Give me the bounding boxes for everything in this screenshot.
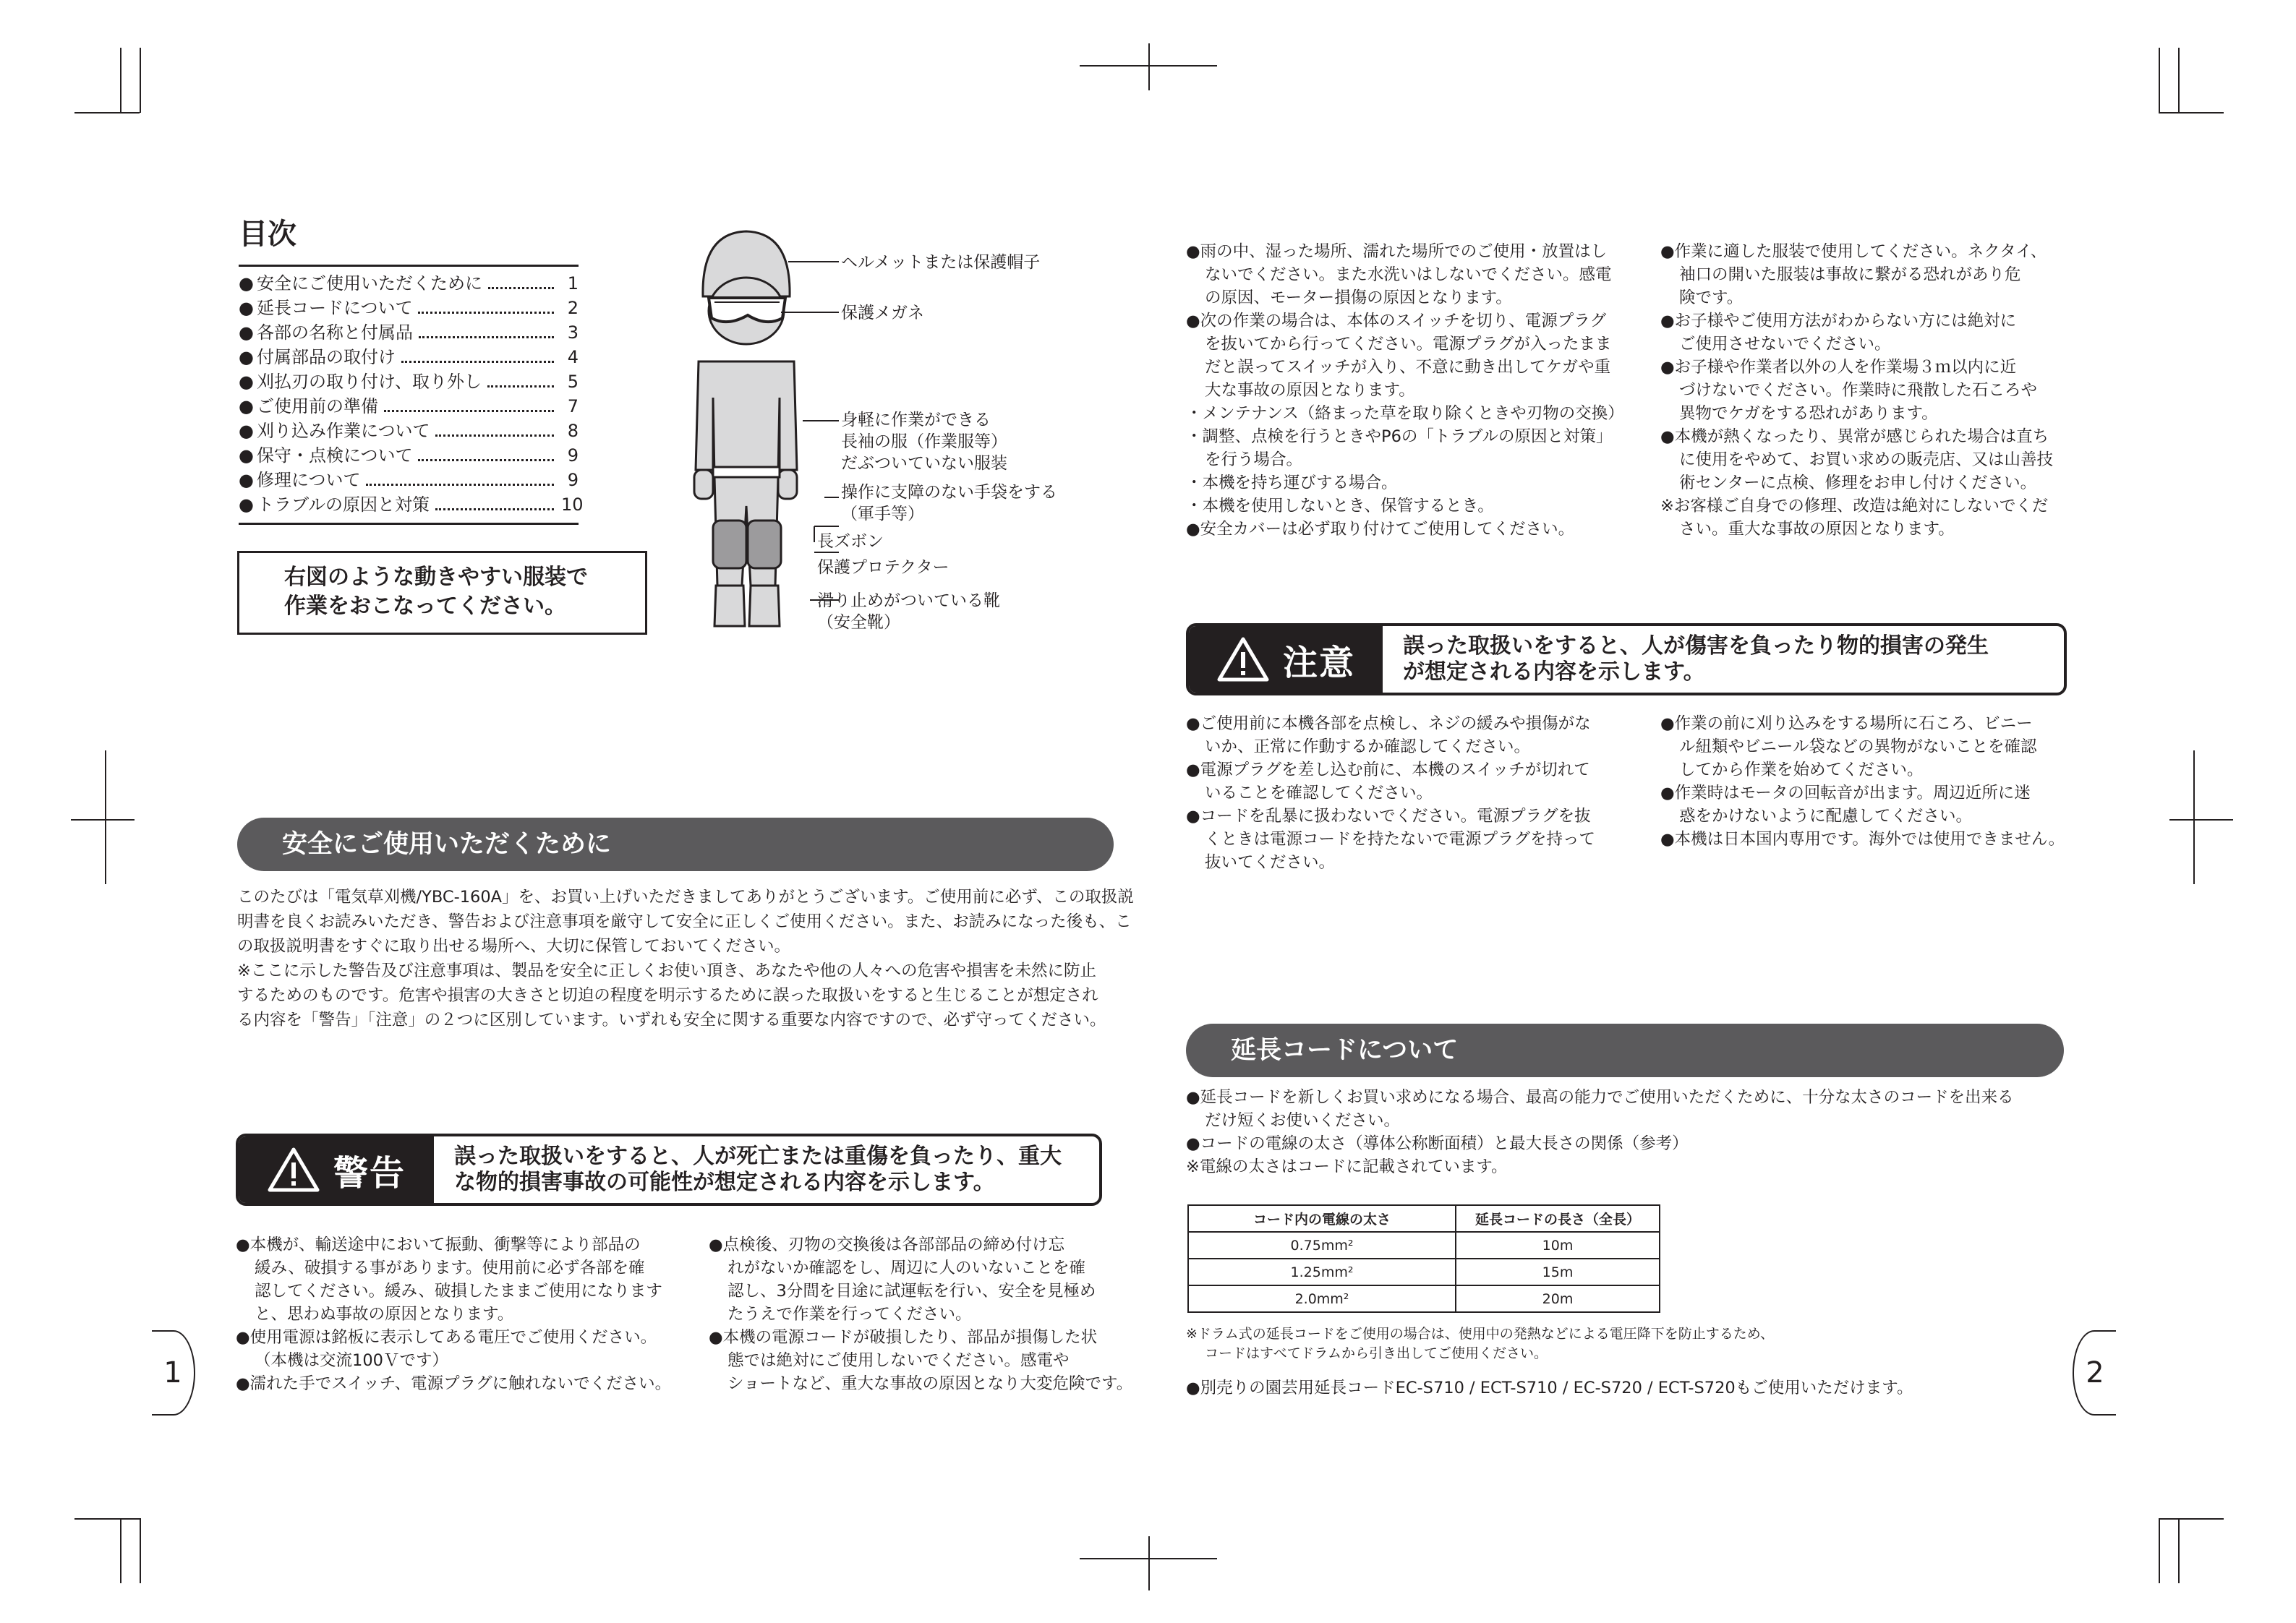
toc-leader — [384, 410, 554, 412]
caution-desc-2: が想定される内容を示します。 — [1403, 659, 1705, 685]
bullet-icon: ● — [239, 273, 254, 294]
toc-item — [239, 443, 579, 468]
toc-item — [239, 419, 579, 443]
text-line: づけないでください。作業時に飛散した石ころや — [1679, 381, 2038, 400]
notice-line-2: 作業をおこなってください。 — [284, 594, 566, 619]
text-line: ※お客様ご自身での修理、改造は絶対にしないでくだ — [1660, 497, 2049, 515]
toc-item — [239, 296, 579, 320]
right-list-col2 — [1660, 240, 2053, 541]
table-header: コード内の電線の太さ — [1188, 1205, 1456, 1232]
table-cell: 1.25mm² — [1188, 1259, 1456, 1285]
toc-item — [239, 345, 579, 369]
label-helmet: ヘルメットまたは保護帽子 — [841, 253, 1041, 272]
text-line: ※電線の太さはコードに記載されています。 — [1186, 1157, 1508, 1176]
text-line: ・本機を使用しないとき、保管するとき。 — [1186, 497, 1494, 515]
bullet-icon: ● — [239, 322, 254, 343]
table-cell: 0.75mm² — [1188, 1232, 1456, 1259]
text-line: 緩み、破損する事があります。使用前に必ず各部を確 — [255, 1259, 645, 1277]
text-line: ・調整、点検を行うときやP6の「トラブルの原因と対策」 — [1186, 427, 1613, 446]
right-list-col1 — [1186, 240, 1624, 541]
warning-list-left — [236, 1233, 671, 1395]
toc-item-label: 延長コードについて — [256, 298, 413, 318]
toc-item-label: 付属部品の取付け — [256, 347, 396, 367]
optional-cord-note: ●別売りの園芸用延長コードEC-S710 / ECT-S710 / EC-S720 / ECT-S720もご使用いただけます。 — [1186, 1379, 1913, 1397]
warning-desc-2: な物的損害事故の可能性が想定される内容を示します。 — [454, 1170, 995, 1195]
text-line: ●コードの電線の太さ（導体公称断面積）と最大長さの関係（参考） — [1186, 1134, 1689, 1153]
text-line: 袖口の開いた服装は事故に繋がる恐れがあり危 — [1679, 265, 2021, 284]
text-line: くときは電源コードを持たないで電源プラグを持って — [1205, 830, 1596, 849]
toc-leader — [435, 434, 554, 437]
text-line: ●コードを乱暴に扱わないでください。電源プラグを抜 — [1186, 807, 1591, 826]
text-line: （本機は交流100Ｖです） — [255, 1351, 448, 1370]
drum-note-2: コードはすべてドラムから引き出してご使用ください。 — [1205, 1345, 1548, 1361]
text-line: ●雨の中、湿った場所、濡れた場所でのご使用・放置はし — [1186, 242, 1608, 261]
toc-item — [239, 468, 579, 492]
drum-note-1: ※ドラム式の延長コードをご使用の場合は、使用中の発熱などによる電圧降下を防止するため、 — [1186, 1326, 1774, 1342]
label-protector: 保護プロテクター — [817, 558, 949, 577]
text-line: ●本機が、輸送途中において振動、衝撃等により部品の — [236, 1236, 641, 1254]
clothing-notice-box — [237, 551, 647, 635]
bullet-icon: ● — [239, 347, 254, 367]
text-line: たうえで作業を行ってください。 — [727, 1305, 972, 1324]
label-shoes-2: （安全靴） — [817, 613, 900, 632]
text-line: ●濡れた手でスイッチ、電源プラグに触れないでください。 — [236, 1374, 672, 1393]
toc-item-page: 7 — [567, 396, 579, 416]
toc-item-label: 保守・点検について — [256, 445, 413, 466]
toc-item-label: 安全にご使用いただくために — [256, 273, 482, 294]
toc-leader — [488, 287, 554, 289]
cord-size-table — [1187, 1204, 1660, 1313]
label-pants: 長ズボン — [817, 532, 884, 551]
bullet-icon: ● — [239, 298, 254, 318]
text-line: ●お子様や作業者以外の人を作業場３ｍ以内に近 — [1660, 358, 2017, 377]
toc-item-label: 修理について — [256, 470, 361, 490]
text-line: ●お子様やご使用方法がわからない方には絶対に — [1660, 312, 2017, 330]
text-line: するためのものです。危害や損害の大きさと切迫の程度を明示するために誤った取扱いをすると生じることが想定され — [237, 986, 1098, 1005]
text-line: ショートなど、重大な事故の原因となり大変危険です。 — [727, 1374, 1133, 1393]
text-line: ないでください。また水洗いはしないでください。感電 — [1205, 265, 1612, 284]
caution-description — [1383, 626, 1989, 693]
caution-label: 注意 — [1282, 642, 1355, 683]
bullet-icon: ● — [239, 494, 254, 515]
table-row — [1188, 1259, 1660, 1285]
warning-label-box — [239, 1136, 434, 1203]
caution-banner — [1186, 623, 2067, 695]
text-line: に使用をやめて、お買い求めの販売店、又は山善技 — [1679, 450, 2054, 469]
toc-leader — [435, 508, 554, 510]
text-line: を行う場合。 — [1205, 450, 1303, 469]
caution-triangle-icon — [1216, 636, 1270, 682]
label-gloves-2: （軍手等） — [841, 505, 924, 523]
text-line: 認してください。緩み、破損したままご使用になります — [255, 1282, 662, 1301]
text-line: ●点検後、刃物の交換後は各部部品の締め付け忘 — [709, 1236, 1065, 1254]
label-gloves-1: 操作に支障のない手袋をする — [841, 483, 1057, 502]
bullet-icon: ● — [239, 372, 254, 392]
text-line: 異物でケガをする恐れがあります。 — [1679, 404, 1938, 423]
toc-item-page: 9 — [567, 445, 579, 466]
text-line: 険です。 — [1679, 288, 1744, 307]
extension-text — [1186, 1086, 2014, 1178]
text-line: ●安全カバーは必ず取り付けてご使用してください。 — [1186, 520, 1575, 539]
toc-item — [239, 492, 584, 517]
text-line: ・本機を持ち運びする場合。 — [1186, 474, 1398, 492]
text-line: ●本機の電源コードが破損したり、部品が損傷した状 — [709, 1328, 1098, 1347]
text-line: いることを確認してください。 — [1205, 784, 1433, 802]
text-line: ル紐類やビニール袋などの異物がないことを確認 — [1679, 737, 2037, 756]
toc-item-label: 刈払刃の取り付け、取り外し — [256, 372, 482, 392]
toc-leader — [419, 336, 554, 338]
bullet-icon: ● — [239, 396, 254, 416]
toc-item-page: 2 — [567, 298, 579, 318]
toc-item-page: 8 — [567, 421, 579, 441]
text-line: ●次の作業の場合は、本体のスイッチを切り、電源プラグ — [1186, 312, 1607, 330]
warning-label: 警告 — [333, 1152, 406, 1194]
table-row — [1188, 1285, 1660, 1312]
text-line: ●作業の前に刈り込みをする場所に石ころ、ビニー — [1660, 714, 2033, 733]
text-line: 明書を良くお読みいただき、警告および注意事項を厳守して安全に正しくご使用ください。また、お読みになった後も、こ — [237, 912, 1132, 931]
warning-description — [434, 1136, 1062, 1203]
caution-desc-1: 誤った取扱いをすると、人が傷害を負ったり物的損害の発生 — [1403, 633, 1989, 659]
text-line: 大な事故の原因となります。 — [1205, 381, 1415, 400]
bullet-icon: ● — [239, 470, 254, 490]
text-line: を抜いてから行ってください。電源プラグが入ったまま — [1205, 335, 1612, 354]
text-line: の取扱説明書をすぐに取り出せる場所へ、大切に保管しておいてください。 — [237, 937, 791, 956]
text-line: ●作業に適した服装で使用してください。ネクタイ、 — [1660, 242, 2047, 261]
toc-item — [239, 271, 579, 296]
text-line: さい。重大な事故の原因となります。 — [1679, 520, 1955, 539]
warning-list-right — [709, 1233, 1132, 1395]
label-shoes-1: 滑り止めがついている靴 — [817, 591, 1000, 610]
toc-item — [239, 320, 579, 345]
bullet-icon: ● — [239, 445, 254, 466]
text-line: れがないか確認をし、周辺に人のいないことを確 — [727, 1259, 1086, 1277]
toc-title: 目次 — [239, 218, 296, 251]
toc-leader — [418, 459, 554, 461]
table-cell: 15m — [1456, 1259, 1660, 1285]
table-cell: 2.0mm² — [1188, 1285, 1456, 1312]
text-line: ●作業時はモータの回転音が出ます。周辺近所に迷 — [1660, 784, 2031, 802]
toc-item-label: トラブルの原因と対策 — [256, 494, 430, 515]
text-line: だと誤ってスイッチが入り、不意に動き出してケガや重 — [1205, 358, 1611, 377]
toc-item-label: 各部の名称と付属品 — [256, 322, 413, 343]
text-line: 惑をかけないように配慮してください。 — [1679, 807, 1973, 826]
text-line: ・メンテナンス（絡まった草を取り除くときや刃物の交換） — [1186, 404, 1624, 423]
table-of-contents — [239, 265, 584, 525]
label-clothes-3: だぶついていない服装 — [841, 454, 1007, 473]
extension-heading: 延長コードについて — [1186, 1024, 2064, 1077]
toc-item-page: 3 — [567, 322, 579, 343]
table-row — [1188, 1232, 1660, 1259]
toc-leader — [487, 385, 554, 387]
label-clothes-1: 身軽に作業ができる — [841, 411, 991, 429]
caution-label-box — [1189, 626, 1383, 693]
text-line: 認し、3分間を目途に試運転を行い、安全を見極め — [727, 1282, 1096, 1301]
text-line: ●ご使用前に本機各部を点検し、ネジの緩みや損傷がな — [1186, 714, 1591, 733]
label-goggles: 保護メガネ — [841, 304, 924, 322]
safety-intro — [237, 885, 1134, 1032]
notice-line-1: 右図のような動きやすい服装で — [284, 565, 588, 590]
toc-item-page: 1 — [567, 273, 579, 294]
toc-item-page: 9 — [567, 470, 579, 490]
toc-item-label: ご使用前の準備 — [256, 396, 378, 416]
bullet-icon: ● — [239, 421, 254, 441]
table-header: 延長コードの長さ（全長） — [1456, 1205, 1660, 1232]
table-cell: 20m — [1456, 1285, 1660, 1312]
label-clothes-2: 長袖の服（作業服等） — [841, 432, 1007, 451]
toc-leader — [366, 484, 554, 486]
page-number-left: 1 — [152, 1330, 195, 1416]
toc-item — [239, 369, 579, 394]
text-line: 態では絶対にご使用しないでください。感電や — [727, 1351, 1070, 1370]
toc-item-page: 4 — [567, 347, 579, 367]
drum-cord-note — [1186, 1324, 1774, 1363]
text-line: 術センターに点検、修理をお申し付けください。 — [1679, 474, 2037, 492]
toc-item-page: 5 — [567, 372, 579, 392]
text-line: ●電源プラグを差し込む前に、本機のスイッチが切れて — [1186, 761, 1590, 779]
text-line: ●本機が熱くなったり、異常が感じられた場合は直ち — [1660, 427, 2049, 446]
toc-leader — [401, 361, 554, 363]
safety-heading: 安全にご使用いただくために — [237, 818, 1114, 871]
toc-item-label: 刈り込み作業について — [256, 421, 430, 441]
text-line: ※ここに示した警告及び注意事項は、製品を安全に正しくお使い頂き、あなたや他の人々への危害や損害を未然に防止 — [237, 962, 1096, 980]
text-line: る内容を「警告」「注意」の２つに区別しています。いずれも安全に関する重要な内容ですので、必ず守ってください。 — [237, 1011, 1106, 1029]
toc-item-page: 10 — [561, 494, 584, 515]
text-line: 抜いてください。 — [1205, 853, 1336, 872]
caution-list-col2 — [1660, 712, 2065, 851]
text-line: だけ短くお使いください。 — [1205, 1111, 1401, 1130]
warning-triangle-icon — [267, 1147, 320, 1193]
caution-list-col1 — [1186, 712, 1595, 874]
text-line: と、思わぬ事故の原因となります。 — [255, 1305, 514, 1324]
text-line: してから作業を始めてください。 — [1679, 761, 1924, 779]
toc-item — [239, 394, 579, 419]
text-line: ●本機は日本国内専用です。海外では使用できません。 — [1660, 830, 2065, 849]
text-line: このたびは「電気草刈機/YBC-160A」を、お買い上げいただきましてありがとうございます。ご使用前に必ず、この取扱説 — [237, 888, 1134, 907]
text-line: いか、正常に作動するか確認してください。 — [1205, 737, 1531, 756]
toc-leader — [418, 312, 554, 314]
text-line: ご使用させないでください。 — [1679, 335, 1891, 354]
table-cell: 10m — [1456, 1232, 1660, 1259]
text-line: ●使用電源は銘板に表示してある電圧でご使用ください。 — [236, 1328, 657, 1347]
text-line: ●延長コードを新しくお買い求めになる場合、最高の能力でご使用いただくために、十分な太さのコードを出来る — [1186, 1088, 2014, 1107]
warning-banner — [236, 1134, 1102, 1206]
warning-desc-1: 誤った取扱いをすると、人が死亡または重傷を負ったり、重大 — [454, 1144, 1062, 1169]
text-line: の原因、モーター損傷の原因となります。 — [1205, 288, 1512, 307]
page-number-right: 2 — [2073, 1330, 2116, 1416]
